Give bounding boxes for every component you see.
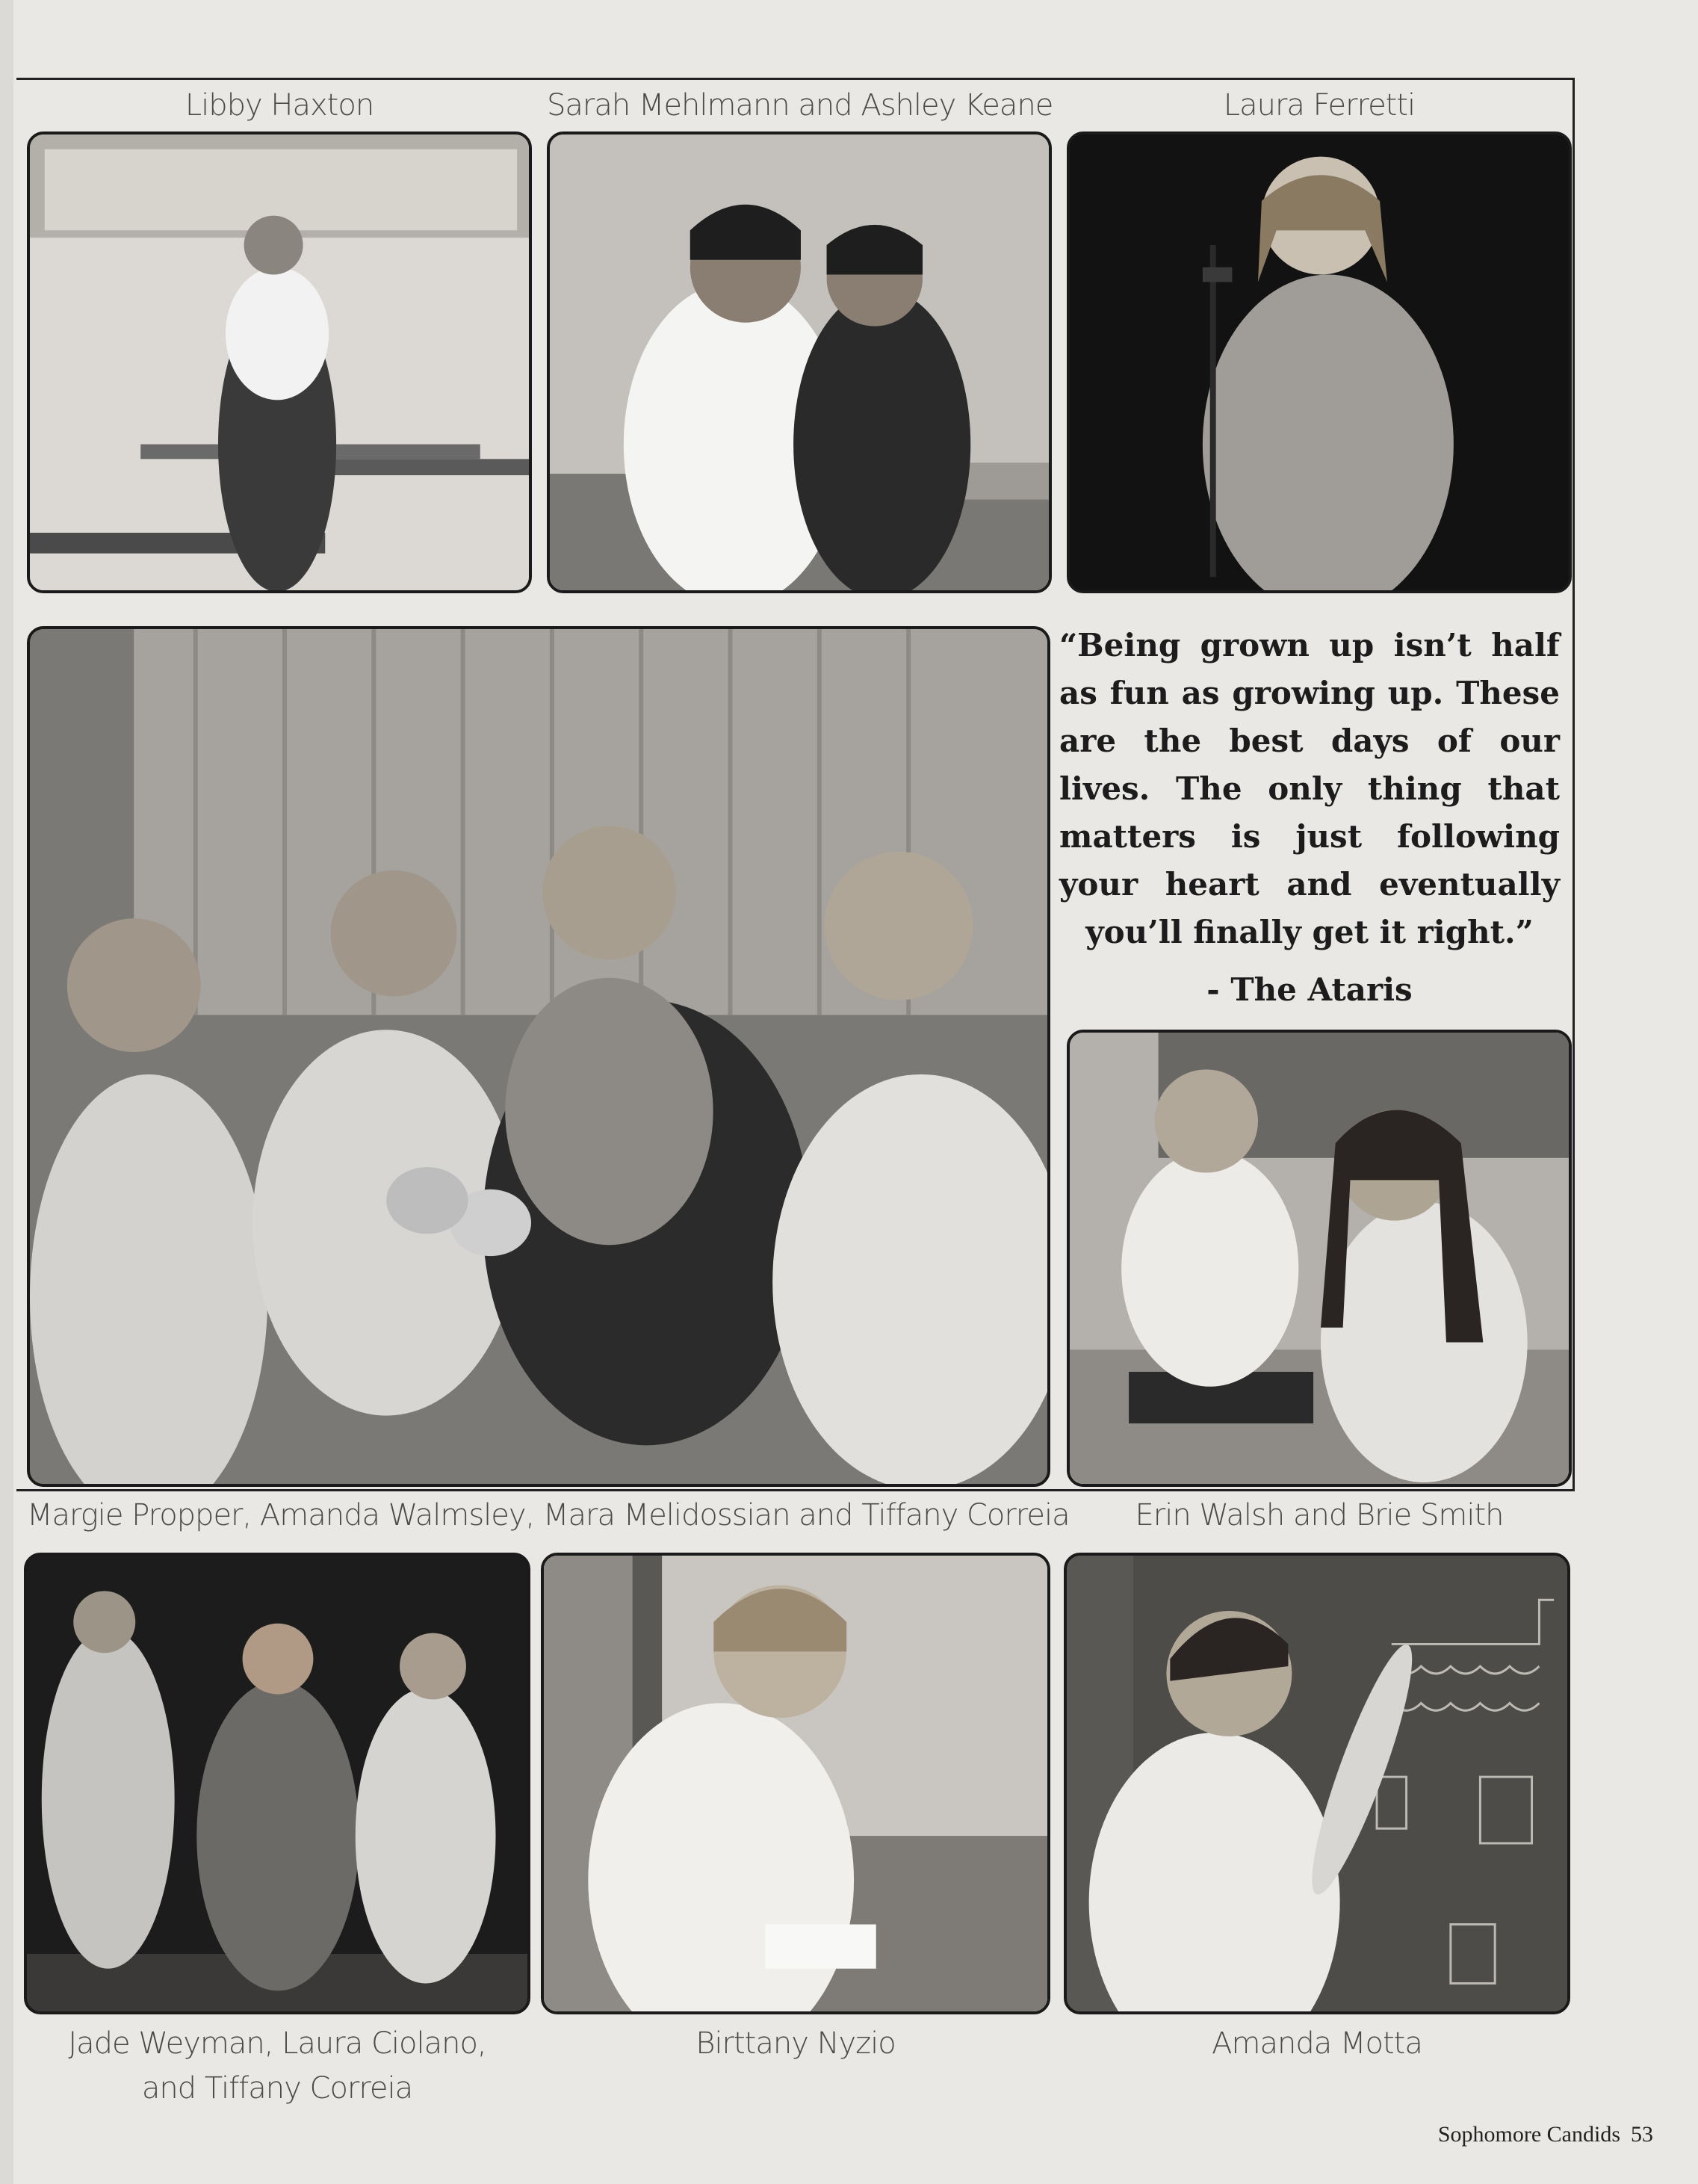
photo-locker-group [27, 626, 1050, 1487]
caption-birttany-nyzio: Birttany Nyzio [695, 2026, 896, 2061]
caption-laura-ferretti: Laura Ferretti [1223, 88, 1416, 123]
photo-weyman-ciolano-correia [24, 1553, 530, 2014]
photo-walsh-smith [1067, 1030, 1572, 1487]
quote-attribution: - The Ataris [1206, 971, 1413, 1008]
section-title: Sophomore Candids [1437, 2122, 1620, 2147]
photo-birttany-nyzio [541, 1553, 1050, 2014]
quote-text: “Being grown up isn’t half as fun as growing up. These are the best days of our lives. The only thing that matters is just following your heart and eventually you’ll finally get it right.” [1059, 627, 1560, 950]
photo-laura-ferretti [1067, 132, 1572, 593]
caption-mehlmann-keane: Sarah Mehlmann and Ashley Keane [547, 88, 1053, 123]
photo-amanda-motta [1064, 1553, 1570, 2014]
frame-top-rule [16, 78, 1575, 80]
caption-weyman-ciolano-line1: Jade Weyman, Laura Ciolano, [68, 2026, 486, 2061]
frame-mid-rule [16, 1489, 1575, 1491]
photo-mehlmann-keane [547, 132, 1052, 593]
page-number: 53 [1631, 2122, 1653, 2147]
caption-walsh-smith: Erin Walsh and Brie Smith [1135, 1498, 1504, 1532]
page-footer [1438, 2122, 1653, 2147]
page-gutter [0, 0, 13, 2184]
frame-right-rule [1572, 78, 1575, 1491]
caption-locker-group: Margie Propper, Amanda Walmsley, Mara Melidossian and Tiffany Correia [27, 1498, 1070, 1532]
caption-libby-haxton: Libby Haxton [185, 88, 374, 123]
caption-weyman-ciolano-line2: and Tiffany Correia [141, 2071, 413, 2106]
photo-libby-haxton [27, 132, 532, 593]
caption-amanda-motta: Amanda Motta [1212, 2026, 1422, 2061]
